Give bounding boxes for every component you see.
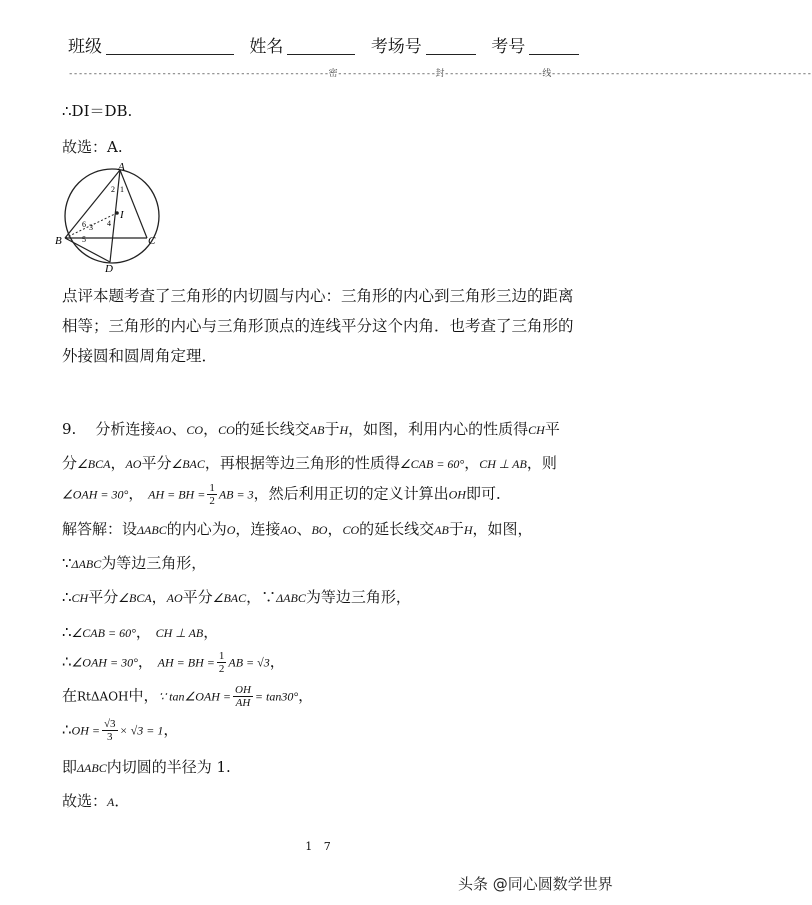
text: ． xyxy=(114,792,130,810)
text: ， xyxy=(135,623,151,641)
text: ， xyxy=(110,454,126,472)
solution-line-4 xyxy=(62,621,218,642)
number-label: 考号 xyxy=(491,37,526,57)
math: AH = BH = xyxy=(148,487,206,502)
angle-1: 1 xyxy=(120,185,124,194)
q9-line-3 xyxy=(62,482,511,507)
solution-line-8 xyxy=(62,756,231,777)
text: 平分 xyxy=(182,588,213,606)
class-label: 班级 xyxy=(68,37,102,57)
solution-line-9 xyxy=(62,790,129,811)
text: ， xyxy=(269,652,285,671)
class-field[interactable] xyxy=(106,40,234,55)
label-i: I xyxy=(120,209,124,221)
math: ∠OAH = 30° xyxy=(62,487,129,502)
circle-figure xyxy=(52,158,172,276)
text: ，然后利用正切的定义计算出 xyxy=(253,484,449,503)
denominator: 2 xyxy=(218,663,225,676)
text: ，连接 xyxy=(235,520,281,538)
answer-line: 故选：A. xyxy=(62,138,123,156)
name-field[interactable] xyxy=(287,40,355,55)
label-d: D xyxy=(105,263,113,275)
label-b: B xyxy=(55,235,62,247)
math: H xyxy=(339,423,349,437)
math: AB = √3 xyxy=(228,655,270,670)
label-a: A xyxy=(118,161,125,173)
angle-6: 6 xyxy=(82,220,86,229)
seal-line: -----------------------------------------------------密--------------------封--------------------线----------------------------------------------------- xyxy=(68,69,812,79)
math: ΔABC xyxy=(71,557,102,571)
text: 的延长线交 xyxy=(234,420,310,438)
numerator: √3 xyxy=(103,718,116,730)
text: ， xyxy=(203,623,219,641)
text: 、 xyxy=(296,520,312,538)
text: ， xyxy=(298,686,314,705)
text: ，如图， xyxy=(472,520,533,538)
fraction xyxy=(217,650,227,675)
text: ∴ xyxy=(62,588,72,606)
math: CO xyxy=(186,423,204,437)
math: ΔABC xyxy=(137,523,167,537)
math: AH = BH = xyxy=(157,655,215,670)
math: ∠CAB = 60° xyxy=(399,457,465,471)
room-label: 考场号 xyxy=(370,37,422,57)
segment-bd xyxy=(65,238,110,262)
numerator: 1 xyxy=(209,482,215,494)
name-label: 姓名 xyxy=(249,37,284,57)
math: AB xyxy=(434,523,449,537)
denominator: 3 xyxy=(107,731,113,744)
text: 平 xyxy=(544,420,560,438)
text: ，再根据等边三角形的性质得 xyxy=(204,454,400,472)
math: CH ⊥ AB xyxy=(155,626,204,640)
math: ΔABC xyxy=(77,761,107,775)
conclusion-line: ∴DI＝DB. xyxy=(62,102,133,120)
math: BO xyxy=(311,523,328,537)
q9-line-1 xyxy=(62,418,560,439)
text: ， xyxy=(327,520,343,538)
watermark: 头条 @同心圆数学世界 xyxy=(458,875,613,893)
angle-3: 3 xyxy=(89,223,93,232)
text: ， xyxy=(163,720,179,739)
text: ， xyxy=(464,454,480,472)
solution-line-2 xyxy=(62,552,206,573)
text: ， xyxy=(137,652,153,671)
math: ∠CAB = 60° xyxy=(71,626,136,640)
math: CH ⊥ AB xyxy=(479,457,527,471)
text: 的内心为 xyxy=(166,520,227,538)
text: ， xyxy=(128,484,144,503)
math: AO xyxy=(155,423,172,437)
solution-line-1 xyxy=(62,518,533,539)
math: ∠BAC xyxy=(212,591,247,605)
text: 、 xyxy=(171,420,187,438)
text: ，∵ xyxy=(246,588,277,606)
solution-line-6 xyxy=(62,684,313,709)
text: ，如图，利用内心的性质得 xyxy=(348,420,529,438)
text: 于 xyxy=(324,420,340,438)
math: H xyxy=(463,523,473,537)
text: 中， xyxy=(128,686,159,705)
math: = tan30° xyxy=(254,689,299,704)
text: ∴ xyxy=(62,720,72,739)
text: 故选： xyxy=(62,792,108,810)
math: OH xyxy=(448,487,466,502)
text: 的延长线交 xyxy=(359,520,435,538)
incenter-dot xyxy=(115,211,119,215)
angle-2: 2 xyxy=(111,185,115,194)
math: ∵ tan∠OAH = xyxy=(158,689,232,704)
math: CH xyxy=(528,423,545,437)
text: ， xyxy=(203,420,219,438)
text: ∴ xyxy=(62,652,72,671)
text: 内切圆的半径为 1. xyxy=(106,758,231,776)
text: 即 xyxy=(62,758,78,776)
denominator: AH xyxy=(235,697,251,710)
page-number: 1 7 xyxy=(305,840,335,853)
solution-line-3 xyxy=(62,586,411,607)
math: ∠BCA xyxy=(118,591,152,605)
solution-line-7 xyxy=(62,718,178,743)
numerator: 1 xyxy=(218,650,225,662)
math: CO xyxy=(342,523,360,537)
label-c: C xyxy=(148,235,156,247)
room-field[interactable] xyxy=(426,40,476,55)
math: CO xyxy=(218,423,235,437)
angle-4: 4 xyxy=(107,219,111,228)
q9-number: 9. xyxy=(62,420,77,438)
math: × √3 = 1 xyxy=(119,723,164,738)
math: ∠BCA xyxy=(77,457,111,471)
numerator: OH xyxy=(235,684,251,696)
math: OH = xyxy=(71,723,100,738)
fraction xyxy=(233,684,253,709)
math: AO xyxy=(125,457,142,471)
q9-line-2 xyxy=(62,452,557,473)
text: 平分 xyxy=(88,588,119,606)
math: RtΔAOH xyxy=(77,689,129,704)
text: ∵ xyxy=(62,554,72,572)
math: CH xyxy=(71,591,89,605)
text: ， xyxy=(151,588,167,606)
segment-ad xyxy=(110,170,120,262)
text: 在 xyxy=(62,686,78,705)
solution-line-5 xyxy=(62,650,285,675)
fraction xyxy=(102,718,118,743)
math: ∠OAH = 30° xyxy=(71,655,138,670)
angle-5: 5 xyxy=(82,235,86,244)
text: 解答解：设 xyxy=(62,520,138,538)
text: 分析连接 xyxy=(95,420,156,438)
math: O xyxy=(226,523,236,537)
text: 即可． xyxy=(465,484,511,503)
text: ，则 xyxy=(526,454,557,472)
math: A xyxy=(107,795,115,809)
text: 分 xyxy=(62,454,78,472)
math: AO xyxy=(280,523,297,537)
math: AB xyxy=(309,423,325,437)
math: ΔABC xyxy=(276,591,306,605)
math: AB = 3 xyxy=(218,487,254,502)
math: AO xyxy=(166,591,183,605)
fraction xyxy=(207,482,217,507)
number-field[interactable] xyxy=(529,40,579,55)
text: 为等边三角形， xyxy=(305,588,411,606)
exam-header xyxy=(68,32,568,57)
text: 于 xyxy=(448,520,464,538)
denominator: 2 xyxy=(209,495,215,508)
math: ∠BAC xyxy=(171,457,205,471)
text: ∴ xyxy=(62,623,72,641)
text: 为等边三角形， xyxy=(101,554,207,572)
text: 平分 xyxy=(141,454,172,472)
comment-paragraph: 点评本题考查了三角形的内切圆与内心：三角形的内心到三角形三边的距离相等；三角形的内心与三角形顶点的连线平分这个内角．也考查了三角形的外接圆和圆周角定理． xyxy=(62,287,574,365)
